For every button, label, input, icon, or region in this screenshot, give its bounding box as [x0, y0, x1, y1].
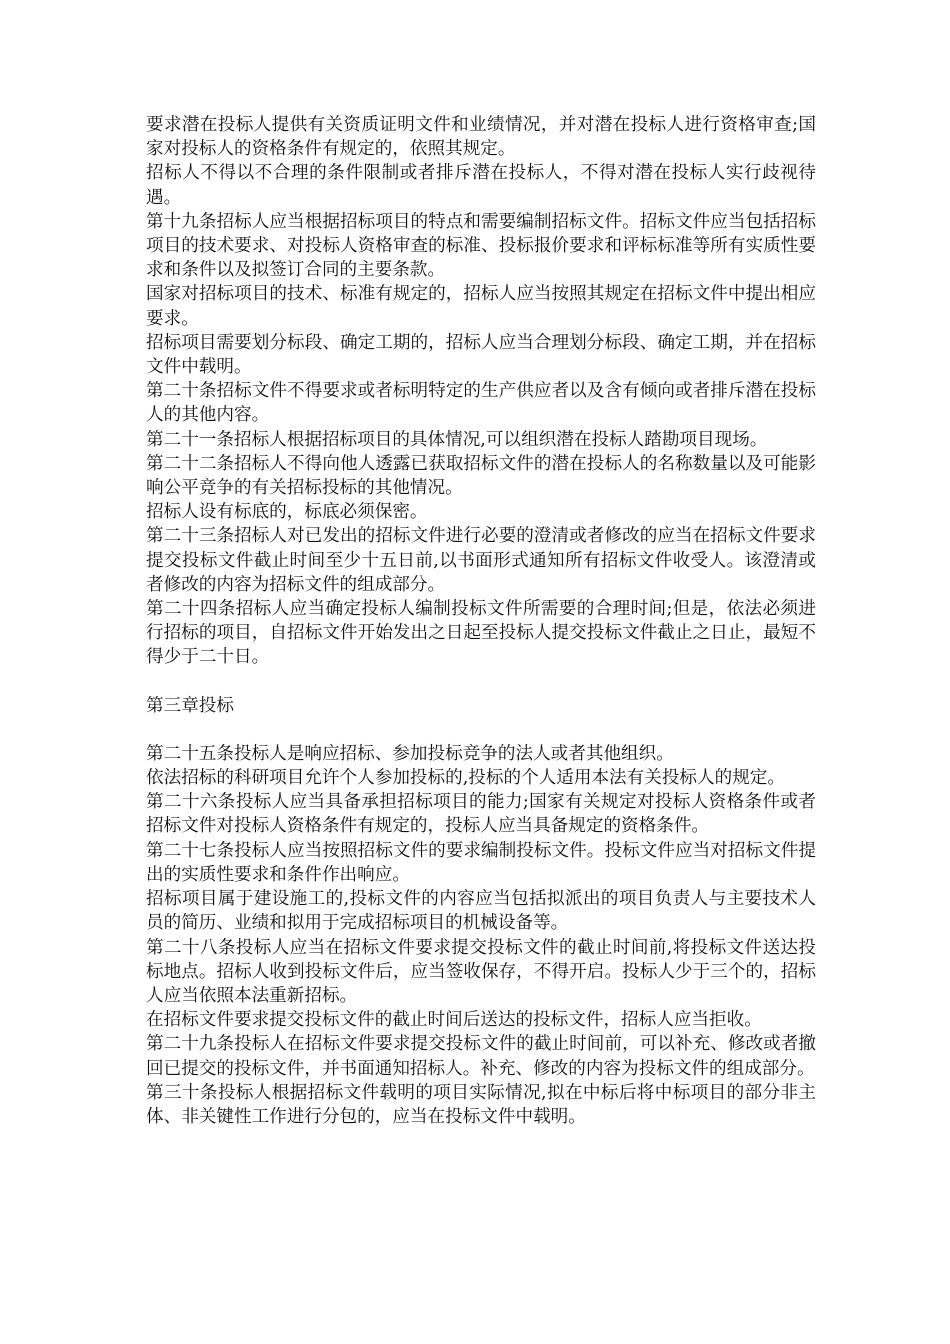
article-28: 第二十八条投标人应当在招标文件要求提交投标文件的截止时间前,将投标文件送达投标地点。招标人收到投标文件后，应当签收保存，不得开启。投标人少于三个的，招标人应当依照本法重新招标。 — [146, 937, 816, 1006]
article-23: 第二十三条招标人对已发出的招标文件进行必要的澄清或者修改的应当在招标文件要求提交投标文件截止时间至少十五日前,以书面形式通知所有招标文件收受人。该澄清或者修改的内容为招标文件的组成部分。 — [146, 526, 816, 595]
chapter-heading: 第三章投标 — [146, 695, 234, 716]
paragraph: 招标人不得以不合理的条件限制或者排斥潜在投标人，不得对潜在投标人实行歧视待遇。 — [146, 163, 816, 208]
article-30: 第三十条投标人根据招标文件载明的项目实际情况,拟在中标后将中标项目的部分非主体、非关键性工作进行分包的，应当在投标文件中载明。 — [146, 1082, 816, 1127]
paragraph: 依法招标的科研项目允许个人参加投标的,投标的个人适用本法有关投标人的规定。 — [146, 768, 785, 789]
article-19: 第十九条招标人应当根据招标项目的特点和需要编制招标文件。招标文件应当包括招标项目的技术要求、对投标人资格审查的标准、投标报价要求和评标标准等所有实质性要求和条件以及拟签订合同的主要条款。 — [146, 211, 816, 281]
article-26: 第二十六条投标人应当具备承担招标项目的能力;国家有关规定对投标人资格条件或者招标文件对投标人资格条件有规定的，投标人应当具备规定的资格条件。 — [146, 792, 816, 837]
spacer — [146, 718, 816, 742]
article-24: 第二十四条招标人应当确定投标人编制投标文件所需要的合理时间;但是，依法必须进行招标的项目，自招标文件开始发出之日起至投标人提交投标文件截止之日止，最短不得少于二十日。 — [146, 599, 816, 668]
article-29: 第二十九条投标人在招标文件要求提交投标文件的截止时间前，可以补充、修改或者撤回已提交的投标文件，并书面通知招标人。补充、修改的内容为投标文件的组成部分。 — [146, 1034, 816, 1079]
paragraph: 国家对招标项目的技术、标准有规定的，招标人应当按照其规定在招标文件中提出相应要求。 — [146, 284, 816, 329]
paragraph: 招标项目需要划分标段、确定工期的，招标人应当合理划分标段、确定工期，并在招标文件中载明。 — [146, 332, 816, 378]
paragraph: 招标项目属于建设施工的,投标文件的内容应当包括拟派出的项目负责人与主要技术人员的简历、业绩和拟用于完成招标项目的机械设备等。 — [146, 889, 816, 934]
spacer — [146, 670, 816, 694]
article-20: 第二十条招标文件不得要求或者标明特定的生产供应者以及含有倾向或者排斥潜在投标人的其他内容。 — [146, 381, 816, 426]
article-25: 第二十五条投标人是响应招标、参加投标竞争的法人或者其他组织。 — [146, 743, 674, 764]
article-27: 第二十七条投标人应当按照招标文件的要求编制投标文件。投标文件应当对招标文件提出的实质性要求和条件作出响应。 — [146, 840, 816, 885]
paragraph: 招标人设有标底的，标底必须保密。 — [146, 502, 428, 523]
paragraph: 在招标文件要求提交投标文件的截止时间后送达的投标文件，招标人应当拒收。 — [146, 1010, 762, 1031]
article-22: 第二十二条招标人不得向他人透露已获取招标文件的潜在投标人的名称数量以及可能影响公平竞争的有关招标投标的其他情况。 — [146, 453, 816, 499]
article-21: 第二十一条招标人根据招标项目的具体情况,可以组织潜在投标人踏勘项目现场。 — [146, 429, 768, 450]
document-page — [146, 113, 816, 1129]
paragraph: 要求潜在投标人提供有关资质证明文件和业绩情况，并对潜在投标人进行资格审查;国家对投标人的资格条件有规定的，依照其规定。 — [146, 115, 816, 160]
